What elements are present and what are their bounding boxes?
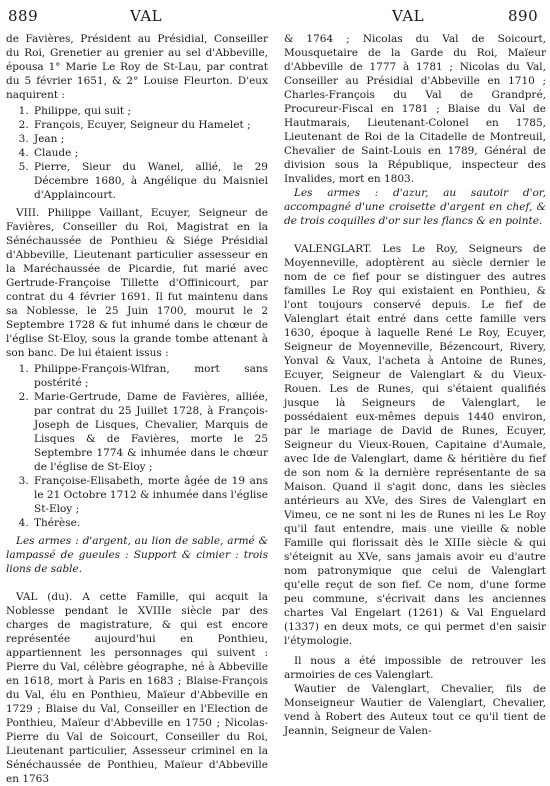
list-item: 4. Claude ; <box>32 146 268 160</box>
page-header <box>0 0 550 34</box>
children-list-1 <box>6 104 268 202</box>
list-item: 4. Thérèse. <box>32 516 268 530</box>
right-column <box>284 32 546 738</box>
right-paragraph-1: & 1764 ; Nicolas du Val de Soicourt, Mousquetaire de la Garde du Roi, Maïeur d'Abbeville de 1777 à 1781 ; Nicolas du Val, Conseiller au Présidial d'Abbeville en 1710 ; Charles-François du Val de Grandpré, Procureur-Fiscal en 1781 ; Blaise du Val de Hautmarais, Lieutenant-Colonel en 1785, Lieutenant de Roi de la Citadelle de Montreuil, Chevalier de Saint-Louis en 1789, Général de division sous la République, inspecteur des Invalides, mort en 1803. <box>284 33 546 185</box>
left-paragraph-2: VIII. Philippe Vaillant, Ecuyer, Seigneur de Favières, Conseiller du Roi, Magistrat en la Sénéchaussée de Ponthieu & Siége Présidial d'Abbeville, Lieutenant particulier assesseur en la Maréchaussée de Picardie, fut marié avec Gertrude-Françoise Tillette d'Offinicourt, par contrat du 4 février 1691. Il fut maintenu dans sa Noblesse, le 25 Juin 1700, mourut le 2 Septembre 1728 & fut inhumé dans le chœur de l'église St-Eloy, sous la grande tombe attenant à son banc. De lui étaient issus : <box>6 207 268 359</box>
right-paragraph-valenglart: VALENGLART. Les Le Roy, Seigneurs de Moyenneville, adoptèrent au siècle dernier le nom de ce fief pour se distinguer des autres familles Le Roy qui existaient en Ponthieu, & l'ont toujours conservé depuis. Le fief de Valenglart était entré dans cette famille vers 1630, époque à laquelle René Le Roy, Ecuyer, Seigneur de Moyenneville, Bézencourt, Rivery, Yonval & Vaux, l'acheta à Antoine de Runes, Ecuyer, Seigneur de Valenglart & du Vieux-Rouen. Les de Runes, qui s'étaient qualifiés jusque là Seigneurs de Valenglart, le possédaient eux-mêmes depuis 1440 environ, par le mariage de David de Runes, Ecuyer, Seigneur du Vieux-Rouen, Capitaine d'Aumale, avec Ide de Valenglart, dame & héritière du fief de son nom & la dernière représentante de sa Maison. Quand il s'agit donc, dans les siècles antérieurs au XVe, des Sires de Valenglart en Vimeu, ce ne sont ni les de Runes ni les Le Roy qu'il faut entendre, mais une vieille & noble Famille qui florissait dès le XIIIe siècle & qui s'éteignit au XVe, sans jamais avoir eu d'autre nom patronymique que celui de Valenglart qu'elle reçut de son fief. Ce nom, d'une forme peu commune, s'écrivait dans les anciennes chartes Val Engelart (1261) & Val Enguelard (1337) en deux mots, ce qui permet d'en saisir l'étymologie. <box>284 243 546 647</box>
left-column <box>6 32 268 786</box>
list-item: 3. Françoise-Elisabeth, morte âgée de 19 ans le 21 Octobre 1712 & inhumée dans l'église St-Eloy ; <box>32 474 268 516</box>
page-number-right: 890 <box>508 7 539 25</box>
list-item: 1. Philippe-François-Wlfran, mort sans postérité ; <box>32 362 268 390</box>
left-paragraph-1: de Favières, Président au Présidial, Conseiller du Roi, Grenetier au grenier au sel d'Abbeville, épousa 1° Marie Le Roy de St-Lau, par contrat du 5 février 1651, & 2° Louise Fleurton. D'eux naquirent : <box>6 33 268 101</box>
left-arms-paragraph: Les armes : d'argent, au lion de sable, armé & lampassé de gueules : Support & cimier : trois lions de sable. <box>6 535 268 575</box>
page-number-left: 889 <box>8 7 39 25</box>
children-list-2 <box>6 362 268 530</box>
right-paragraph-4: Il nous a été impossible de retrouver les armoiries de ces Valenglart. <box>284 655 546 681</box>
right-paragraph-5: Wautier de Valenglart, Chevalier, fils de Monseigneur Wautier de Valenglart, Chevalier, vend à Robert des Auteux tout ce qu'il tient de Jeannin, Seigneur de Valen- <box>284 683 546 737</box>
running-title-left: VAL <box>130 7 163 25</box>
running-title-right: VAL <box>392 7 425 25</box>
list-item: 2. Marie-Gertrude, Dame de Favières, alliée, par contrat du 25 Juillet 1728, à François-Joseph de Lisques, Chevalier, Marquis de Lisques & de Favières, morte le 25 Septembre 1774 & inhumée dans le chœur de l'église de St-Eloy ; <box>32 390 268 474</box>
list-item: 3. Jean ; <box>32 132 268 146</box>
list-item: 1. Philippe, qui suit ; <box>32 104 268 118</box>
list-item: 5. Pierre, Sieur du Wanel, allié, le 29 Décembre 1680, à Angélique du Maisniel d'Applaincourt. <box>32 160 268 202</box>
right-arms-paragraph: Les armes : d'azur, au sautoir d'or, accompagné d'une croisette d'argent en chef, & de trois coquilles d'or sur les flancs & en pointe. <box>284 187 546 227</box>
list-item: 2. François, Ecuyer, Seigneur du Hamelet ; <box>32 118 268 132</box>
left-paragraph-val-du: VAL (du). A cette Famille, qui acquit la Noblesse pendant le XVIIIe siècle par des charges de magistrature, & qui est encore représentée aujourd'hui en Ponthieu, appartiennent les personnages qui suivent : Pierre du Val, célèbre géographe, né à Abbeville en 1618, mort à Paris en 1683 ; Blaise-François du Val, élu en Ponthieu, Maïeur d'Abbeville en 1729 ; Blaise du Val, Conseiller en l'Election de Ponthieu, Maïeur d'Abbeville en 1750 ; Nicolas-Pierre du Val de Soicourt, Conseiller du Roi, Lieutenant particulier, Assesseur criminel en la Sénéchaussée de Ponthieu, Maïeur d'Abbeville en 1763 <box>6 591 268 785</box>
